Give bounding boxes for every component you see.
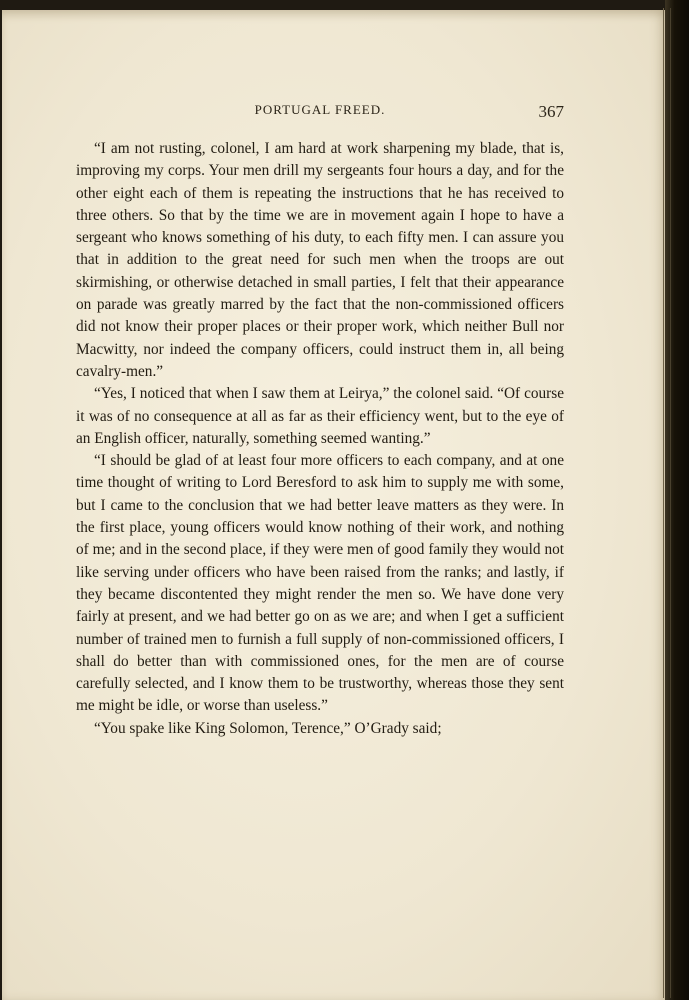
body-text <box>76 138 564 740</box>
page-number: 367 <box>538 102 564 121</box>
paragraph: “I am not rusting, colonel, I am hard at work sharpening my blade, that is, improving my corps. Your men drill my sergeants four hours a day, and for the other eight each of them is repeating the instructions that he has received to three others. So that by the time we are in movement again I hope to have a sergeant who knows something of his duty, to each fifty men. I can assure you that in addition to the great need for such men when the troops are out skirmishing, or otherwise detached in small parties, I felt that their appearance on parade was greatly marred by the fact that the non-commissioned officers did not know their proper places or their proper work, which neither Bull nor Macwitty, nor indeed the company officers, could instruct them in, all being cavalry-men.” <box>76 140 564 380</box>
paragraph: “I should be glad of at least four more officers to each company, and at one time thought of writing to Lord Beresford to ask him to supply me with some, but I came to the conclusion that we had better leave matters as they were. In the first place, young officers would know nothing of their work, and nothing of me; and in the second place, if they were men of good family they would not like serving under officers who have been raised from the ranks; and lastly, if they became discontented they might render the men so. We have done very fairly at present, and we had better go on as we are; and when I get a sufficient number of trained men to furnish a full supply of non-commissioned officers, I shall do better than with commissioned ones, for the men are of course carefully selected, and I know them to be trustworthy, whereas those they sent me might be idle, or worse than useless.” <box>76 452 564 715</box>
paragraph: “Yes, I noticed that when I saw them at Leirya,” the colonel said. “Of course it was of no consequence at all as far as their efficiency went, but to the eye of an English officer, naturally, something seemed wanting.” <box>76 385 564 447</box>
running-title: PORTUGAL FREED. <box>254 102 386 117</box>
paragraph: “You spake like King Solomon, Terence,” O’Grady said; <box>94 719 442 737</box>
paper-sheet <box>2 10 666 1000</box>
running-head <box>76 102 564 122</box>
page-edge-lines <box>663 8 671 998</box>
